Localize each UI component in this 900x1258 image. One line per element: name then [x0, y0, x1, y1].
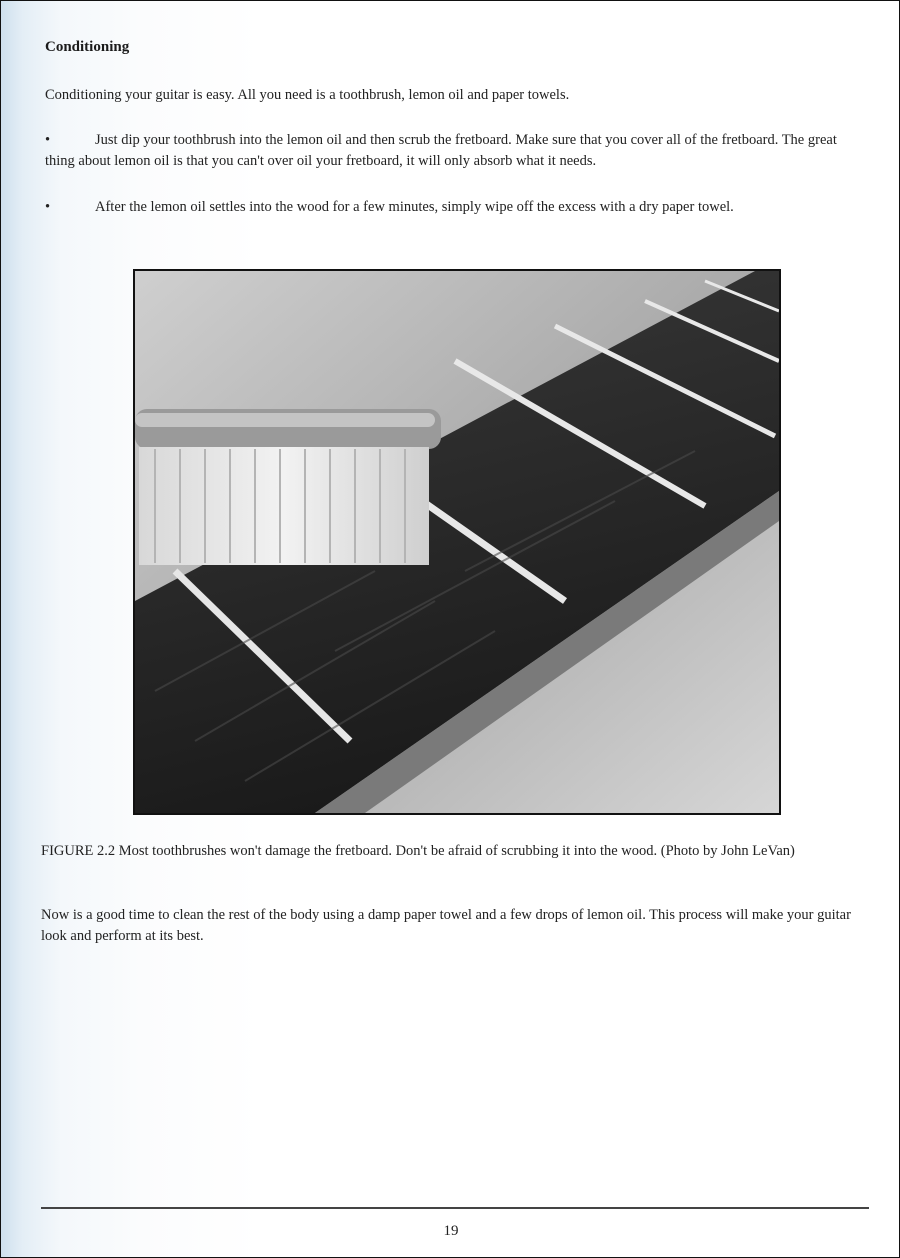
bullet-item [45, 130, 867, 172]
bullet-item [45, 197, 867, 218]
closing-paragraph: Now is a good time to clean the rest of the body using a damp paper towel and a few drops of lemon oil. This process will make your guitar look and perform at its best. [41, 907, 851, 944]
page-number: 19 [443, 1223, 459, 1239]
figure-caption: FIGURE 2.2 Most toothbrushes won't damage the fretboard. Don't be afraid of scrubbing it into the wood. (Photo by John LeVan) [41, 843, 795, 859]
section-heading: Conditioning [45, 39, 130, 55]
bullet-text: Just dip your toothbrush into the lemon oil and then scrub the fretboard. Make sure that you cover all of the fretboard. The great thing about lemon oil is that you can't over oil your fretboard, it will only absorb what it needs. [45, 132, 837, 169]
fretboard-toothbrush-illustration [135, 271, 779, 813]
footer-divider [41, 1207, 869, 1209]
bullet-text: After the lemon oil settles into the wood for a few minutes, simply wipe off the excess with a dry paper towel. [95, 199, 734, 215]
bullet-marker: • [45, 199, 51, 215]
bullet-marker: • [45, 132, 51, 148]
intro-paragraph: Conditioning your guitar is easy. All you need is a toothbrush, lemon oil and paper towels. [45, 87, 570, 103]
fretboard-photo [133, 269, 781, 815]
